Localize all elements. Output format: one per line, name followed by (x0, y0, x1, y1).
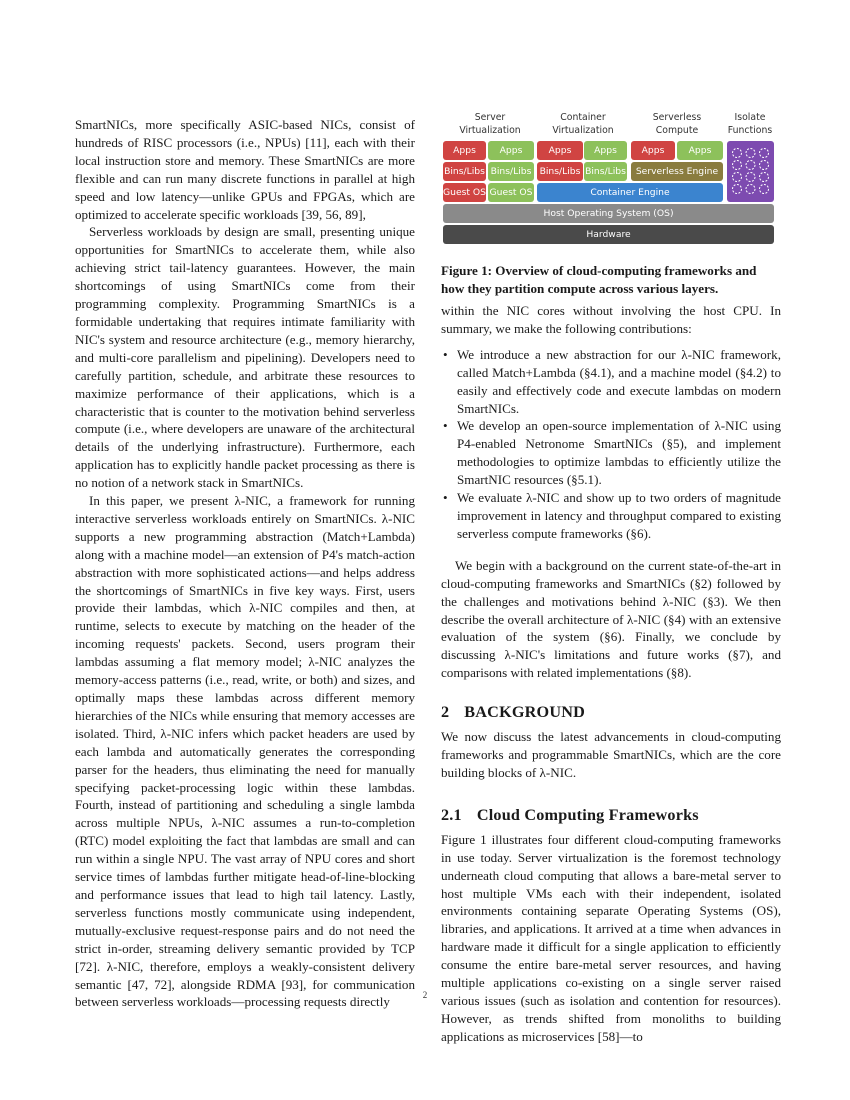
paragraph: We now discuss the latest advancements in cloud-computing frameworks and programmable SmartNICs, which are the core building blocks of λ-NIC. (441, 729, 781, 780)
guest-os-block: Guest OS (488, 183, 534, 202)
paragraph: Serverless workloads by design are small, presenting unique opportunities for SmartNICs to accelerate them, while also achieving strict tail-latency guarantees. However, the main shortcomings of using SmartNICs come from their programming complexity. Programming SmartNICs is a formidable undertaking that requires intimate familiarity with NIC's system and resource architecture (e.g., memory hierarchy, and multi-core parallelism and pipelining). Developers need to carefully partition, schedule, and arbitrate these resources to maximize performance of their applications, which is a characteristic that is counter to the motivation behind serverless compute (i.e., where developers are unaware of the architectural details of the underlying infrastructure). Furthermore, each application has to explicitly handle packet processing as there is no notion of a network stack in SmartNICs. (75, 224, 415, 491)
figure-caption: Figure 1: Overview of cloud-computing frameworks and how they partition compute across various layers. (441, 263, 757, 296)
paragraph: SmartNICs, more specifically ASIC-based NICs, consist of hundreds of RISC processors (i.e., NPUs) [11], each with their local instruction store and memory. These SmartNICs are more flexible and can run many discrete functions in parallel at high speed and low latency—unlike GPUs and FPGAs, which are optimized to accelerate specific workloads [39, 56, 89], (75, 117, 415, 222)
figure-header-container-virtualization: Container Virtualization (552, 112, 614, 136)
section-heading-background (441, 703, 781, 722)
apps-block: Apps (443, 141, 486, 160)
paragraph: within the NIC cores without involving the host CPU. In summary, we make the following contributions: (441, 303, 781, 336)
isolate-circles-icon (727, 141, 774, 202)
contributions-list (441, 346, 781, 543)
left-column (75, 116, 415, 1011)
list-item: • We develop an open-source implementation of λ-NIC using P4-enabled Netronome SmartNICs (§5), and implement methodologies to optimize lambdas to efficiently utilize the SmartNIC resources (§5.1). (457, 417, 781, 489)
list-item: • We evaluate λ-NIC and show up to two orders of magnitude improvement in latency and throughput compared to existing serverless compute frameworks (§6). (457, 489, 781, 543)
subsection-heading-cloud-computing (441, 806, 781, 825)
apps-block: Apps (631, 141, 675, 160)
apps-block: Apps (677, 141, 723, 160)
guest-os-block: Guest OS (443, 183, 486, 202)
paragraph: In this paper, we present λ-NIC, a framework for running interactive serverless workloads entirely on SmartNICs. λ-NIC supports a new programming abstraction (Match+Lambda) along with a machine model—an extension of P4's match-action abstraction with more sophisticated actions—and helps address the shortcomings of SmartNICs in five key ways. First, users provide their lambdas, which λ-NIC compiles and then, at runtime, selects to execute by matching on the header of the incoming requests' packets. Second, users program their lambdas assuming a flat memory model; λ-NIC analyzes the memory-access patterns (i.e., read, write, or both) and sizes, and optimally maps these lambdas across different memory hierarchies of the NICs while ensuring that memory accesses are isolated. Third, λ-NIC infers which packet headers are used by each lambda and automatically generates the corresponding parser for the headers, thus eliminating the need for manually specifying packet-processing logic within these lambdas. Fourth, instead of partitioning and scheduling a single lambda across multiple NPUs, λ-NIC assumes a run-to-completion (RTC) model exploiting the fact that lambdas are small and can run within a single NPU. The vast array of NPU cores and short service times of lambdas further mitigate head-of-line-blocking and performance issues that lead to high tail latency. Lastly, serverless functions mostly communicate using independent, mutually-exclusive request-response pairs and do not need the strict in-order, streaming delivery semantic provided by TCP [72]. λ-NIC, therefore, employs a weakly-consistent delivery semantic [47, 72], alongside RDMA [93], for communication between serverless workloads—processing requests directly (75, 493, 415, 1010)
section-number: 2 (441, 703, 450, 722)
apps-block: Apps (537, 141, 583, 160)
apps-block: Apps (584, 141, 627, 160)
list-item: • We introduce a new abstraction for our λ-NIC framework, called Match+Lambda (§4.1), and a machine model (§4.2) to easily and effectively code and execute lambdas on modern SmartNICs. (457, 346, 781, 418)
right-column (441, 302, 781, 1046)
bins-libs-block: Bins/Libs (488, 162, 534, 181)
subsection-number: 2.1 (441, 805, 462, 824)
paragraph: Figure 1 illustrates four different cloud-computing frameworks in use today. Server virtualization is the foremost technology underneath cloud computing that allows a bare-metal server to host multiple VMs each with their independent, isolated environments containing separate Operating Systems (OS), libraries, and applications. It arrived at a time when advances in hardware made it difficult for a single application to efficiently consume the entire bare-metal server resources, and having multiple applications co-existing on a single server raised various issues (such as isolation and contention for resources). However, as trends shifted from monoliths to building applications as microservices [58]—to (441, 831, 781, 1044)
apps-block: Apps (488, 141, 534, 160)
figure-header-server-virtualization: Server Virtualization (459, 112, 521, 136)
figure-header-isolate-functions: Isolate Functions (727, 112, 773, 136)
container-engine-block: Container Engine (537, 183, 723, 202)
bins-libs-block: Bins/Libs (537, 162, 583, 181)
section-title: BACKGROUND (464, 703, 586, 722)
host-os-block: Host Operating System (OS) (443, 204, 774, 223)
page-number: 2 (422, 990, 428, 1000)
subsection-title: Cloud Computing Frameworks (476, 805, 699, 824)
figure-1 (441, 112, 775, 252)
bins-libs-block: Bins/Libs (584, 162, 627, 181)
isolate-functions-block (727, 141, 774, 202)
figure-header-serverless-compute: Serverless Compute (652, 112, 702, 136)
paragraph: We begin with a background on the current state-of-the-art in cloud-computing frameworks and SmartNICs (§2) followed by the challenges and motivations behind λ-NIC (§3). We then describe the overall architecture of λ-NIC (§4) with an extensive evaluation of the system (§6). Finally, we conclude by discussing λ-NIC's limitations and future works (§7), and comparisons with related implementations (§8). (441, 557, 781, 681)
bins-libs-block: Bins/Libs (443, 162, 486, 181)
hardware-block: Hardware (443, 225, 774, 244)
serverless-engine-block: Serverless Engine (631, 162, 723, 181)
